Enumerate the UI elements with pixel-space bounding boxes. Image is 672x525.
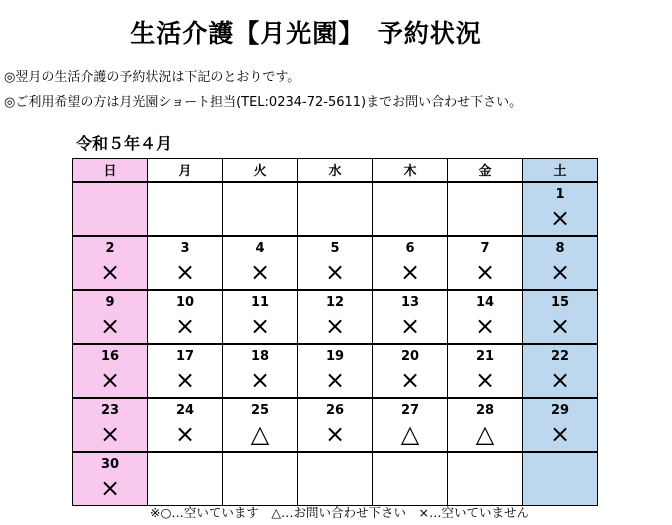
calendar-status-mark: × [73, 256, 148, 290]
calendar-date-saturday [523, 452, 598, 472]
calendar-date-friday: 21 [448, 344, 523, 364]
calendar-date-tuesday: 11 [223, 290, 298, 310]
calendar-status-mark: × [298, 418, 373, 452]
calendar-status-mark: △ [448, 418, 523, 452]
calendar-status-mark: × [73, 472, 148, 506]
calendar-status-mark [223, 472, 298, 506]
calendar-date-friday [448, 452, 523, 472]
calendar-date-thursday: 6 [373, 236, 448, 256]
calendar-date-wednesday [298, 182, 373, 202]
calendar-date-friday: 14 [448, 290, 523, 310]
calendar-status-mark [73, 202, 148, 236]
calendar-status-mark: × [523, 310, 598, 344]
calendar-date-monday: 3 [148, 236, 223, 256]
calendar-date-sunday: 16 [73, 344, 148, 364]
calendar-week-date-row [73, 344, 598, 364]
calendar-date-monday: 10 [148, 290, 223, 310]
calendar-date-monday: 24 [148, 398, 223, 418]
calendar-date-tuesday: 4 [223, 236, 298, 256]
weekday-saturday: 土 [523, 159, 598, 182]
calendar-date-sunday: 23 [73, 398, 148, 418]
calendar-date-monday: 17 [148, 344, 223, 364]
calendar-status-mark: × [73, 310, 148, 344]
weekday-header-row [73, 159, 598, 182]
calendar-status-mark [373, 202, 448, 236]
calendar-status-mark: × [148, 256, 223, 290]
page-title: 生活介護【月光園】 予約状況 [130, 19, 482, 48]
reservation-calendar [72, 158, 598, 506]
calendar-date-friday [448, 182, 523, 202]
calendar-status-mark: × [298, 364, 373, 398]
calendar-date-saturday: 8 [523, 236, 598, 256]
calendar-week-status-row [73, 364, 598, 398]
calendar-status-mark: △ [223, 418, 298, 452]
calendar-status-mark [223, 202, 298, 236]
calendar-date-saturday: 15 [523, 290, 598, 310]
calendar-status-mark: × [148, 364, 223, 398]
calendar-date-sunday: 2 [73, 236, 148, 256]
calendar-date-wednesday: 12 [298, 290, 373, 310]
calendar-status-mark [448, 472, 523, 506]
calendar-week-date-row [73, 452, 598, 472]
calendar-status-mark: × [373, 364, 448, 398]
weekday-friday: 金 [448, 159, 523, 182]
weekday-tuesday: 火 [223, 159, 298, 182]
calendar-week-status-row [73, 418, 598, 452]
calendar-status-mark: × [373, 310, 448, 344]
calendar-date-saturday: 29 [523, 398, 598, 418]
calendar-date-saturday: 22 [523, 344, 598, 364]
calendar-date-monday [148, 452, 223, 472]
calendar-status-mark: × [523, 418, 598, 452]
calendar-status-mark: × [448, 256, 523, 290]
note-contact: ◎ご利用希望の方は月光園ショート担当(TEL:0234-72-5611)までお問い合わせ下さい。 [4, 95, 523, 110]
calendar-status-mark: × [223, 310, 298, 344]
calendar-date-wednesday: 19 [298, 344, 373, 364]
calendar-status-mark [148, 202, 223, 236]
calendar-date-thursday: 27 [373, 398, 448, 418]
legend: ※○…空いています △…お問い合わせ下さい ×…空いていません [150, 505, 529, 520]
note-availability: ◎翌月の生活介護の予約状況は下記のとおりです。 [4, 70, 301, 85]
calendar-week-status-row [73, 310, 598, 344]
calendar-status-mark: × [523, 256, 598, 290]
calendar-date-monday [148, 182, 223, 202]
calendar-status-mark: × [523, 364, 598, 398]
calendar-status-mark: × [298, 256, 373, 290]
calendar-status-mark: × [148, 418, 223, 452]
calendar-status-mark: △ [373, 418, 448, 452]
calendar-status-mark: × [523, 202, 598, 236]
calendar-date-tuesday: 25 [223, 398, 298, 418]
calendar-status-mark: × [73, 364, 148, 398]
calendar-date-wednesday [298, 452, 373, 472]
calendar-week-date-row [73, 236, 598, 256]
calendar-week-status-row [73, 256, 598, 290]
calendar-date-friday: 7 [448, 236, 523, 256]
calendar-date-saturday: 1 [523, 182, 598, 202]
calendar-date-sunday: 9 [73, 290, 148, 310]
calendar-week-status-row [73, 472, 598, 506]
calendar-status-mark [523, 472, 598, 506]
calendar-date-wednesday: 26 [298, 398, 373, 418]
calendar-date-sunday [73, 182, 148, 202]
calendar-status-mark [148, 472, 223, 506]
weekday-thursday: 木 [373, 159, 448, 182]
weekday-monday: 月 [148, 159, 223, 182]
calendar-status-mark [298, 202, 373, 236]
weekday-wednesday: 水 [298, 159, 373, 182]
calendar-status-mark: × [223, 364, 298, 398]
calendar-week-date-row [73, 182, 598, 202]
calendar-week-status-row [73, 202, 598, 236]
calendar-status-mark: × [373, 256, 448, 290]
calendar-date-thursday [373, 182, 448, 202]
calendar-date-wednesday: 5 [298, 236, 373, 256]
calendar-date-sunday: 30 [73, 452, 148, 472]
calendar-status-mark: × [73, 418, 148, 452]
weekday-sunday: 日 [73, 159, 148, 182]
calendar-week-date-row [73, 398, 598, 418]
calendar-status-mark [298, 472, 373, 506]
calendar-date-thursday [373, 452, 448, 472]
calendar-status-mark: × [448, 364, 523, 398]
calendar-status-mark: × [448, 310, 523, 344]
calendar-status-mark: × [223, 256, 298, 290]
calendar-status-mark: × [148, 310, 223, 344]
calendar-week-date-row [73, 290, 598, 310]
calendar-status-mark [373, 472, 448, 506]
calendar-date-tuesday: 18 [223, 344, 298, 364]
calendar-status-mark [448, 202, 523, 236]
calendar-date-tuesday [223, 452, 298, 472]
month-label: 令和５年４月 [76, 134, 173, 153]
calendar-date-tuesday [223, 182, 298, 202]
calendar-date-friday: 28 [448, 398, 523, 418]
calendar-status-mark: × [298, 310, 373, 344]
calendar-date-thursday: 20 [373, 344, 448, 364]
calendar-date-thursday: 13 [373, 290, 448, 310]
